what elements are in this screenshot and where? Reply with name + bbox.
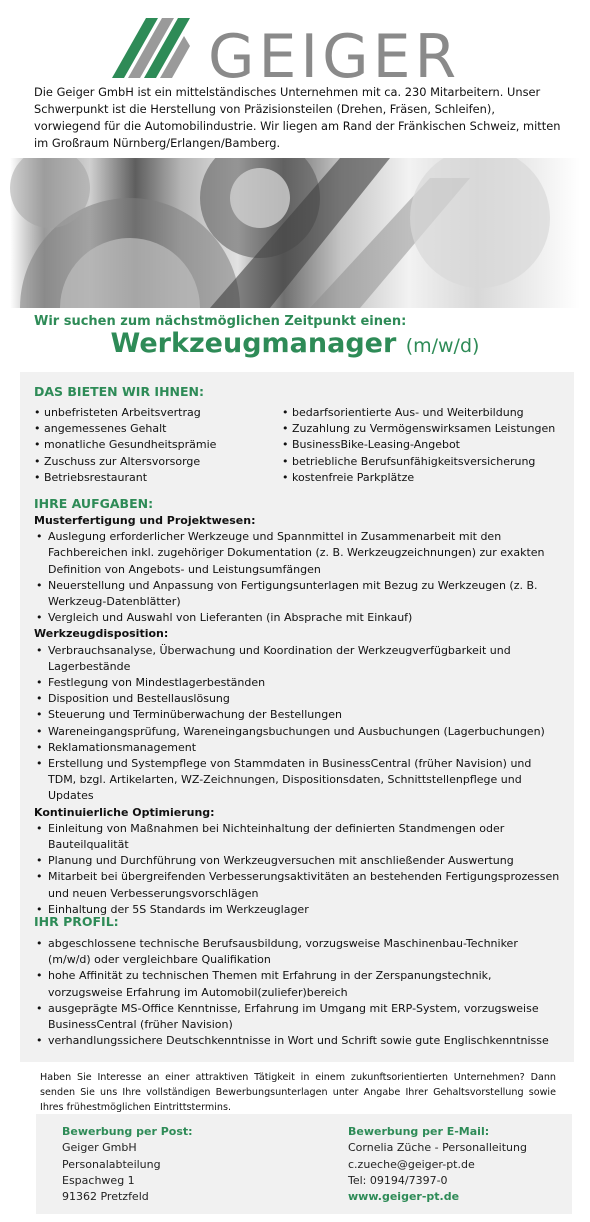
contact-post-heading: Bewerbung per Post:: [62, 1125, 193, 1138]
contact-line: Cornelia Züche - Personalleitung: [348, 1141, 527, 1155]
contact-phone: Tel: 09194/7397-0: [348, 1173, 448, 1187]
profile-item: • abgeschlossene technische Berufsausbildung, vorzugsweise Maschinenbau-Techniker (m/w/d) oder vergleichbare Qualifikation: [34, 936, 562, 968]
task-item: • Einleitung von Maßnahmen bei Nichteinhaltung der definierten Standmengen oder Bauteilqualität: [34, 821, 562, 853]
geiger-logo-mark-icon: [104, 10, 204, 80]
task-item: • Mitarbeit bei übergreifenden Verbesserungsaktivitäten an bestehenden Fertigungsprozessen und neuen Verbesserungsvorschlägen: [34, 869, 562, 901]
contact-line: Espachweg 1: [62, 1173, 135, 1187]
offer-list-right: [282, 405, 555, 486]
contact-line: 91362 Pretzfeld: [62, 1190, 149, 1204]
job-title: [0, 328, 590, 359]
job-subheading: Wir suchen zum nächstmöglichen Zeitpunkt einen:: [34, 314, 407, 329]
offer-item: • Zuzahlung zu Vermögenswirksamen Leistungen: [282, 422, 556, 436]
profile-item: • hohe Affinität zu technischen Themen mit Erfahrung in der Zerspanungstechnik, vorzugsweise Erfahrung im Automobil(zuliefer)bereich: [34, 968, 562, 1000]
task-item: • Wareneingangsprüfung, Wareneingangsbuchungen und Ausbuchungen (Lagerbuchungen): [34, 724, 562, 740]
task-item: • Erstellung und Systempflege von Stammdaten in BusinessCentral (früher Navision) und TDM, bzgl. Artikelarten, WZ-Zeichnungen, Dispositionsdaten, Schnittstellenpflege und Updates: [34, 756, 562, 805]
contact-email-address[interactable]: c.zueche@geiger-pt.de: [348, 1157, 475, 1171]
header-photo: [10, 158, 580, 308]
job-title-suffix: (m/w/d): [405, 335, 480, 357]
contact-post: [62, 1124, 193, 1205]
offer-item: • bedarfsorientierte Aus- und Weiterbildung: [282, 406, 524, 419]
task-item: • Verbrauchsanalyse, Überwachung und Koordination der Werkzeugverfügbarkeit und Lagerbestände: [34, 643, 562, 675]
contact-email-heading: Bewerbung per E-Mail:: [348, 1125, 490, 1138]
task-group-title: Kontinuierliche Optimierung:: [34, 805, 215, 819]
tasks-heading: IHRE AUFGABEN:: [34, 496, 154, 511]
offer-item: • monatliche Gesundheitsprämie: [34, 438, 217, 452]
logo-wordmark: GEIGER: [208, 22, 461, 92]
offer-item: • unbefristeten Arbeitsvertrag: [34, 406, 201, 419]
profile-section: [34, 936, 562, 1049]
offer-item: • betriebliche Berufsunfähigkeitsversicherung: [282, 454, 536, 468]
contact-line: Geiger GmbH: [62, 1141, 137, 1155]
company-logo: [104, 10, 504, 90]
offer-item: • kostenfreie Parkplätze: [282, 470, 415, 484]
offer-item: • BusinessBike-Leasing-Angebot: [282, 438, 460, 452]
task-item: • Reklamationsmanagement: [34, 740, 562, 756]
task-item: • Einhaltung der 5S Standards im Werkzeuglager: [34, 902, 562, 918]
closing-text: Haben Sie Interesse an einer attraktiven Tätigkeit in einem zukunftsorientierten Unternehmen? Dann senden Sie uns Ihre vollständigen Bewerbungsunterlagen unter Angabe Ihrer Gehaltsvorstellung sowie Ihres frühestmöglichen Eintrittstermins.: [40, 1072, 556, 1113]
offer-item: • Zuschuss zur Altersvorsorge: [34, 454, 201, 468]
task-item: • Auslegung erforderlicher Werkzeuge und Spannmittel in Zusammenarbeit mit den Fachbereichen inkl. zugehöriger Dokumentation (z. B. Werkzeugzeichnungen) zur exakten Definition von Angebots- und Leistungsumfängen: [34, 529, 562, 578]
machining-tools-image: [10, 158, 580, 308]
task-item: • Festlegung von Mindestlagerbeständen: [34, 675, 562, 691]
job-title-text: Werkzeugmanager: [110, 328, 397, 359]
offer-list-left: [34, 405, 216, 486]
offer-heading: DAS BIETEN WIR IHNEN:: [34, 384, 204, 399]
offer-item: • angemessenes Gehalt: [34, 422, 167, 436]
task-item: • Neuerstellung und Anpassung von Fertigungsunterlagen mit Bezug zu Werkzeugen (z. B. Werkzeug-Datenblätter): [34, 578, 562, 610]
company-intro: Die Geiger GmbH ist ein mittelständisches Unternehmen mit ca. 230 Mitarbeitern. Unser Schwerpunkt ist die Herstellung von Präzisionsteilen (Drehen, Fräsen, Schleifen), vorwiegend für die Automobilindustrie. Wir liegen am Rand der Fränkischen Schweiz, mitten im Großraum Nürnberg/Erlangen/Bamberg.: [34, 85, 561, 150]
task-group-title: Musterfertigung und Projektwesen:: [34, 514, 256, 527]
task-item: • Disposition und Bestellauslösung: [34, 691, 562, 707]
profile-item: • ausgeprägte MS-Office Kenntnisse, Erfahrung im Umgang mit ERP-System, vorzugsweise BusinessCentral (früher Navision): [34, 1001, 562, 1033]
task-item: • Vergleich und Auswahl von Lieferanten (in Absprache mit Einkauf): [34, 610, 562, 626]
task-group-title: Werkzeugdisposition:: [34, 627, 169, 641]
website-link[interactable]: www.geiger-pt.de: [348, 1190, 460, 1204]
contact-email: [348, 1124, 527, 1205]
profile-item: • verhandlungssichere Deutschkenntnisse in Wort und Schrift sowie gute Englischkenntnisse: [34, 1033, 562, 1049]
task-item: • Planung und Durchführung von Werkzeugversuchen mit anschließender Auswertung: [34, 853, 562, 869]
offer-item: • Betriebsrestaurant: [34, 470, 148, 484]
profile-heading: IHR PROFIL:: [34, 914, 119, 929]
tasks-section: [34, 513, 562, 918]
contact-line: Personalabteilung: [62, 1157, 161, 1171]
task-item: • Steuerung und Terminüberwachung der Bestellungen: [34, 707, 562, 723]
